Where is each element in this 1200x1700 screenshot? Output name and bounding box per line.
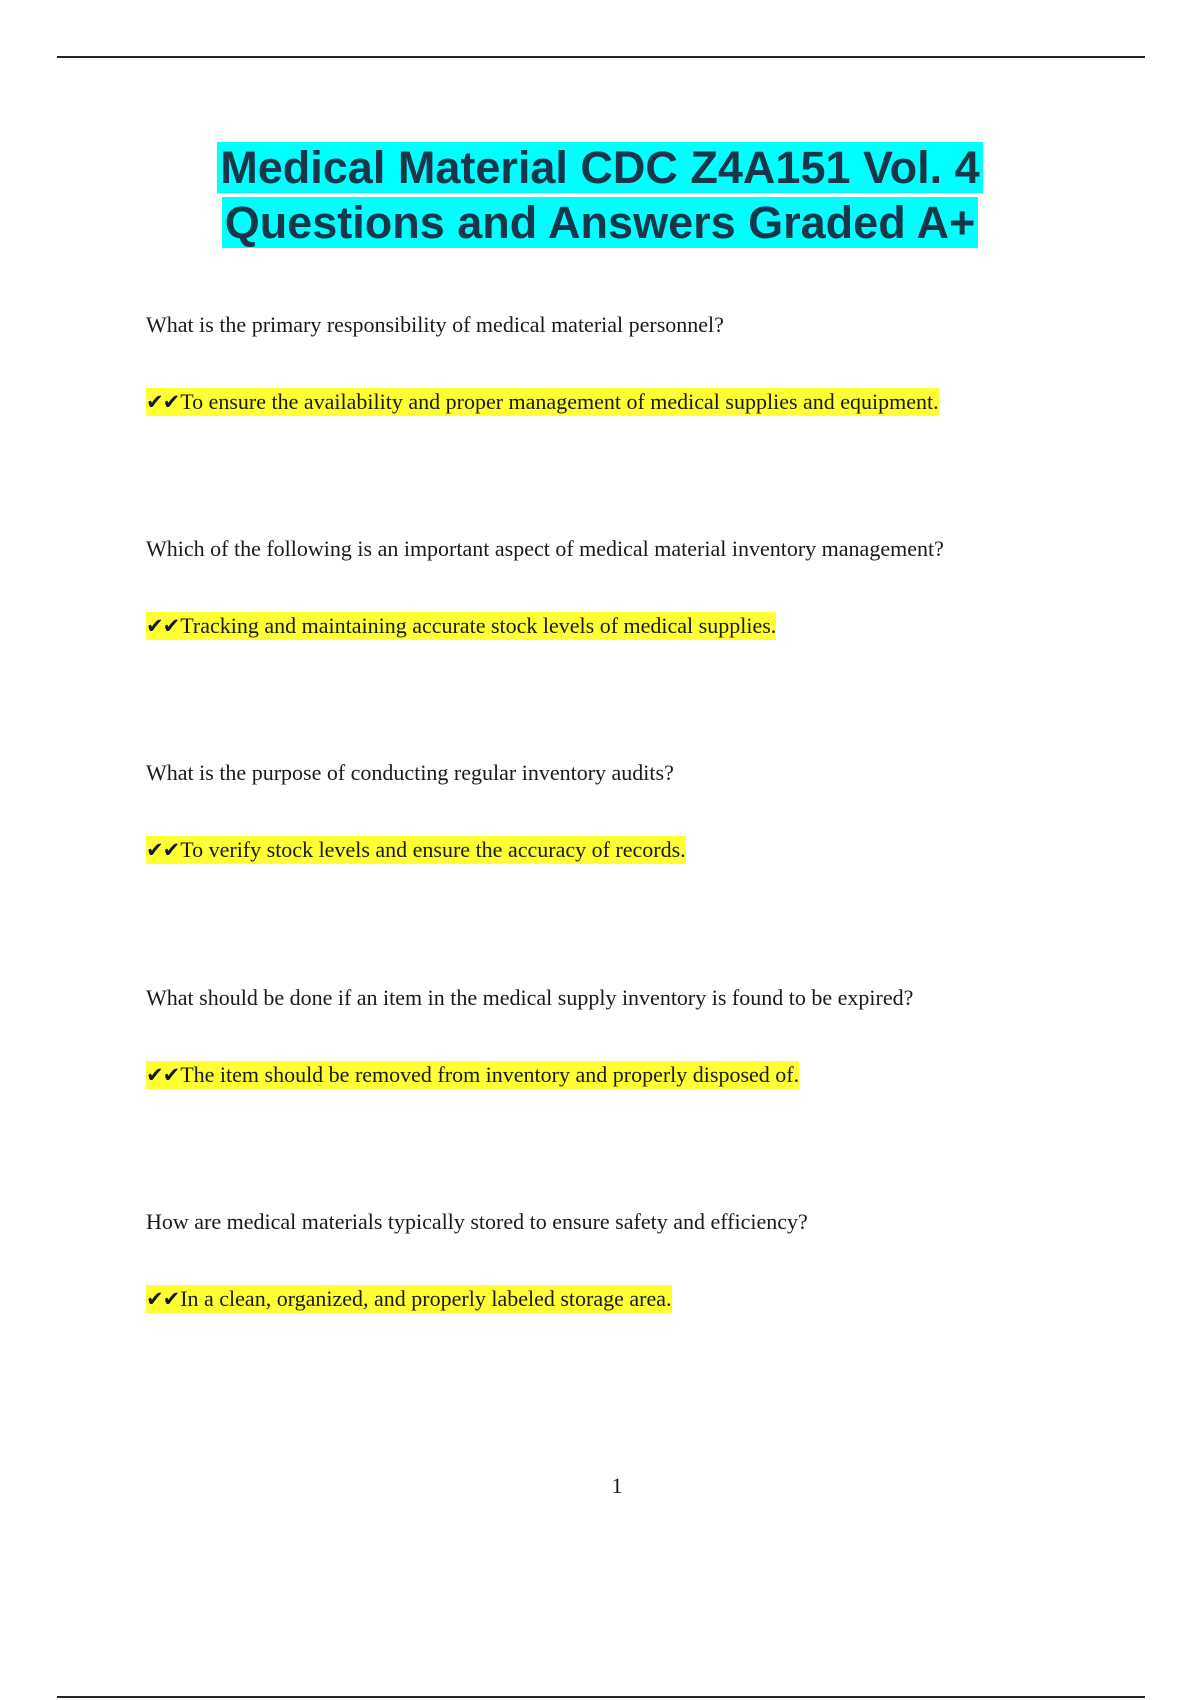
answer-text: The item should be removed from inventory and properly disposed of. bbox=[180, 1062, 800, 1087]
title-line-2-text: Questions and Answers Graded A+ bbox=[222, 197, 979, 248]
double-check-icon: ✔✔ bbox=[146, 1287, 180, 1311]
qa-item-1 bbox=[146, 311, 1046, 416]
question-text: How are medical materials typically stored to ensure safety and efficiency? bbox=[146, 1209, 808, 1234]
answer bbox=[146, 1061, 1046, 1089]
title-line-1 bbox=[0, 140, 1200, 195]
page-number: 1 bbox=[611, 1473, 623, 1498]
qa-item-2 bbox=[146, 535, 1046, 640]
top-rule bbox=[57, 56, 1145, 58]
answer-text: Tracking and maintaining accurate stock levels of medical supplies. bbox=[180, 613, 777, 638]
question-text: What is the primary responsibility of medical material personnel? bbox=[146, 312, 724, 337]
document-title bbox=[0, 140, 1200, 250]
answer-highlight bbox=[146, 388, 939, 416]
double-check-icon: ✔✔ bbox=[146, 614, 180, 638]
bottom-rule bbox=[57, 1696, 1145, 1698]
answer-text: In a clean, organized, and properly labeled storage area. bbox=[180, 1286, 672, 1311]
answer bbox=[146, 1285, 1046, 1313]
qa-item-3 bbox=[146, 759, 1046, 864]
double-check-icon: ✔✔ bbox=[146, 390, 180, 414]
title-line-2 bbox=[0, 195, 1200, 250]
title-line-1-text: Medical Material CDC Z4A151 Vol. 4 bbox=[217, 142, 982, 193]
qa-item-4 bbox=[146, 984, 1046, 1089]
answer-highlight bbox=[146, 1061, 799, 1089]
answer-highlight bbox=[146, 1285, 672, 1313]
answer-text: To ensure the availability and proper management of medical supplies and equipment. bbox=[180, 389, 939, 414]
question-text: Which of the following is an important aspect of medical material inventory management? bbox=[146, 536, 944, 561]
question-text: What is the purpose of conducting regular inventory audits? bbox=[146, 760, 674, 785]
answer-highlight bbox=[146, 612, 776, 640]
qa-item-5 bbox=[146, 1208, 1046, 1313]
answer-text: To verify stock levels and ensure the accuracy of records. bbox=[180, 837, 686, 862]
answer bbox=[146, 612, 1046, 640]
answer bbox=[146, 836, 1046, 864]
answer bbox=[146, 388, 1046, 416]
double-check-icon: ✔✔ bbox=[146, 1063, 180, 1087]
double-check-icon: ✔✔ bbox=[146, 838, 180, 862]
question-text: What should be done if an item in the medical supply inventory is found to be expired? bbox=[146, 985, 914, 1010]
answer-highlight bbox=[146, 836, 686, 864]
